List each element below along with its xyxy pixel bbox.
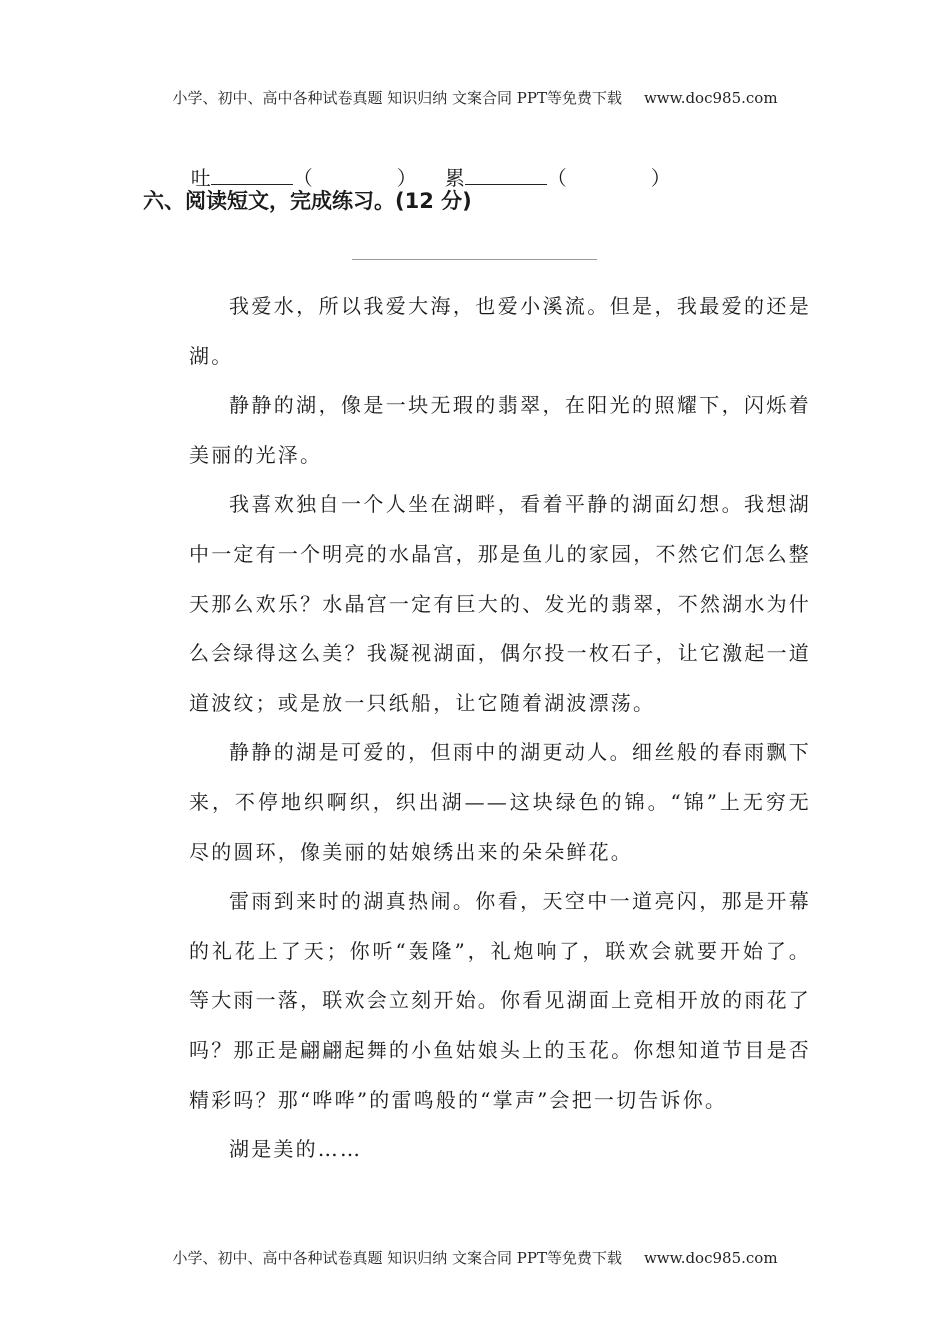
open-paren-1: （ — [292, 166, 313, 190]
answer-blank-2[interactable] — [465, 166, 547, 185]
page-header — [0, 87, 950, 108]
close-paren-2: ） — [650, 166, 671, 190]
answer-blank-1[interactable] — [211, 166, 293, 185]
answer-char-1: 吐 — [190, 166, 211, 190]
open-paren-2: （ — [546, 166, 567, 190]
article-paragraph-6: 湖是美的…… — [229, 1137, 363, 1162]
article-paragraph-3: 我喜欢独自一个人坐在湖畔，看着平静的湖面幻想。我想湖中一定有一个明亮的水晶宫，那是鱼儿的家园，不然它们怎么整天那么欢乐？水晶宫一定有巨大的、发光的翡翠，不然湖水为什么会绿得这么美？我凝视湖面，偶尔投一枚石子，让它激起一道道波纹；或是放一只纸船，让它随着湖波漂荡。 — [189, 492, 811, 715]
article-paragraph-5: 雷雨到来时的湖真热闹。你看，天空中一道亮闪，那是开幕的礼花上了天；你听“轰隆”，礼炮响了，联欢会就要开始了。等大雨一落，联欢会立刻开始。你看见湖面上竞相开放的雨花了吗？那正是翩翩起舞的小鱼姑娘头上的玉花。你想知道节目是否精彩吗？那“哗哗”的雷鸣般的“掌声”会把一切告诉你。 — [189, 889, 811, 1112]
article-body — [189, 282, 811, 1175]
page-footer — [0, 1247, 950, 1268]
article-title-blank[interactable] — [352, 259, 597, 260]
header-site-link[interactable]: www.doc985.com — [643, 89, 778, 107]
section-title: 六、阅读短文，完成练习。(12 分) — [143, 189, 472, 213]
answer-line — [178, 138, 671, 191]
article-paragraph-1: 我爱水，所以我爱大海，也爱小溪流。但是，我最爱的还是湖。 — [189, 294, 811, 368]
footer-text: 小学、初中、高中各种试卷真题 知识归纳 文案合同 PPT等免费下载 — [172, 1249, 622, 1267]
header-text: 小学、初中、高中各种试卷真题 知识归纳 文案合同 PPT等免费下载 — [172, 89, 622, 107]
close-paren-1: ） — [396, 166, 417, 190]
article-paragraph-2: 静静的湖，像是一块无瑕的翡翠，在阳光的照耀下，闪烁着美丽的光泽。 — [189, 393, 811, 467]
answer-char-2: 累 — [444, 166, 465, 190]
footer-site-link[interactable]: www.doc985.com — [643, 1249, 778, 1267]
article-paragraph-4: 静静的湖是可爱的，但雨中的湖更动人。细丝般的春雨飘下来，不停地织啊织，织出湖——这块绿色的锦。“锦”上无穷无尽的圆环，像美丽的姑娘绣出来的朵朵鲜花。 — [189, 740, 811, 864]
